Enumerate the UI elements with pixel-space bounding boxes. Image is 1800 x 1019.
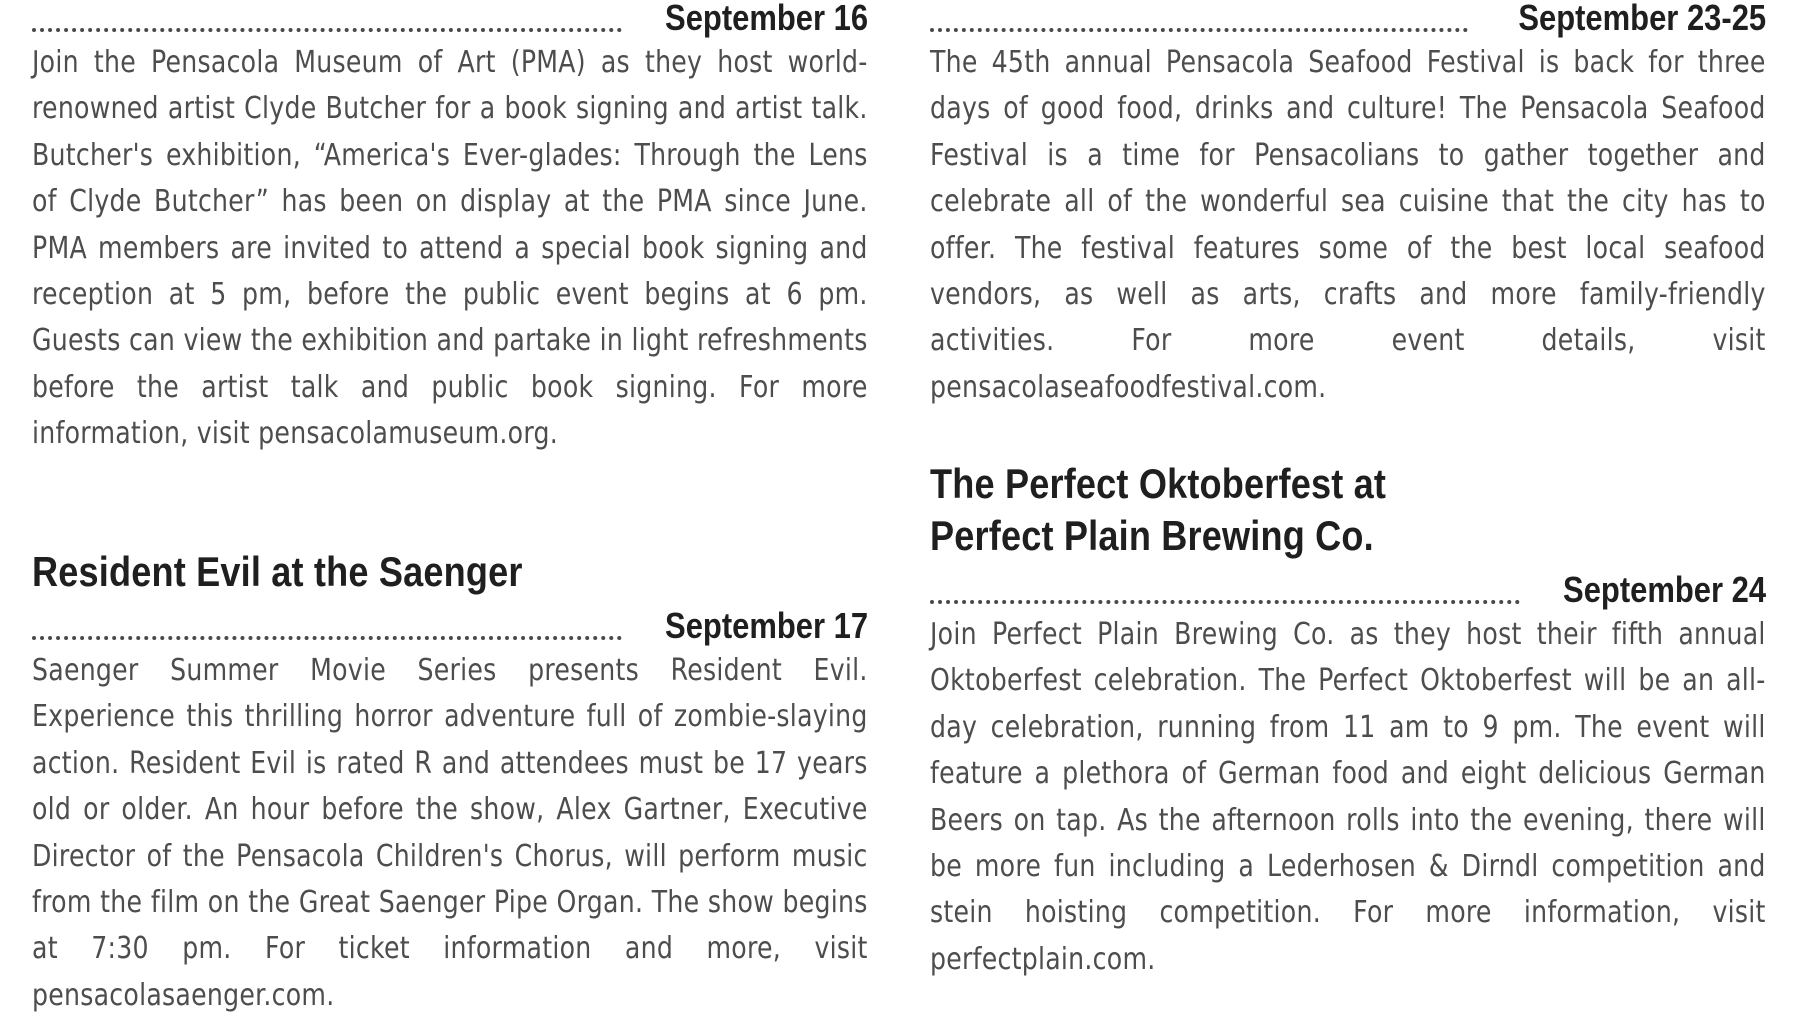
event-pma-clyde-butcher	[32, 0, 868, 458]
event-date-row	[32, 0, 868, 38]
event-body-wrapper	[930, 612, 1766, 983]
event-body-wrapper	[32, 40, 868, 458]
event-body-wrapper	[32, 648, 868, 1019]
dotted-leader	[32, 636, 622, 640]
event-description: Saenger Summer Movie Series presents Resident Evil. Experience this thrilling horror adventure full of zombie-slaying action. Resident Evil is rated R and attendees must be 17 years old or older. An hour before the show, Alex Gartner, Executive Director of the Pensacola Children's Chorus, will perform music from the film on the Great Saenger Pipe Organ. The show begins at 7:30 pm. For ticket information and more, visit pensacolasaenger.com.	[32, 653, 868, 1013]
event-date: September 24	[1562, 569, 1766, 610]
dotted-leader	[930, 600, 1520, 604]
event-description: Join Perfect Plain Brewing Co. as they host their fifth annual Oktoberfest celebration. The Perfect Oktoberfest will be an all-day celebration, running from 11 am to 9 pm. The event will feature a plethora of German food and eight delicious German Beers on tap. As the afternoon rolls into the evening, there will be more fun including a Lederhosen & Dirndl competition and stein hoisting competition. For more information, visit perfectplain.com.	[930, 617, 1766, 977]
dotted-leader	[32, 28, 622, 32]
event-description: Join the Pensacola Museum of Art (PMA) as they host world-renowned artist Clyde Butcher for a book signing and artist talk. Butcher's exhibition, “America's Ever-glades: Through the Lens of Clyde Butcher” has been on display at the PMA since June. PMA members are invited to attend a special book signing and reception at 5 pm, before the public event begins at 6 pm. Guests can view the exhibition and partake in light refreshments before the artist talk and public book signing. For more information, visit pensacolamuseum.org.	[32, 45, 868, 452]
event-title: Resident Evil at the Saenger	[32, 548, 523, 595]
event-date-row	[930, 566, 1766, 610]
event-date: September 16	[664, 0, 868, 38]
event-date: September 23-25	[1518, 0, 1766, 38]
event-date-row	[930, 0, 1766, 38]
event-title-line-1: The Perfect Oktoberfest at	[930, 460, 1387, 507]
event-resident-evil	[32, 546, 868, 1019]
event-seafood-festival	[930, 0, 1766, 411]
event-description: The 45th annual Pensacola Seafood Festival is back for three days of good food, drinks and culture! The Pensacola Seafood Festival is a time for Pensacolians to gather together and celebrate all of the wonderful sea cuisine that the city has to offer. The festival features some of the best local seafood vendors, as well as arts, crafts and more family-friendly activities. For more event details, visit pensacolaseafoodfestival.com.	[930, 45, 1766, 405]
dotted-leader	[930, 28, 1468, 32]
event-oktoberfest	[930, 458, 1766, 983]
event-date: September 17	[664, 605, 868, 646]
event-date-row	[32, 602, 868, 646]
event-body-wrapper	[930, 40, 1766, 411]
event-title-line-2: Perfect Plain Brewing Co.	[930, 512, 1374, 559]
